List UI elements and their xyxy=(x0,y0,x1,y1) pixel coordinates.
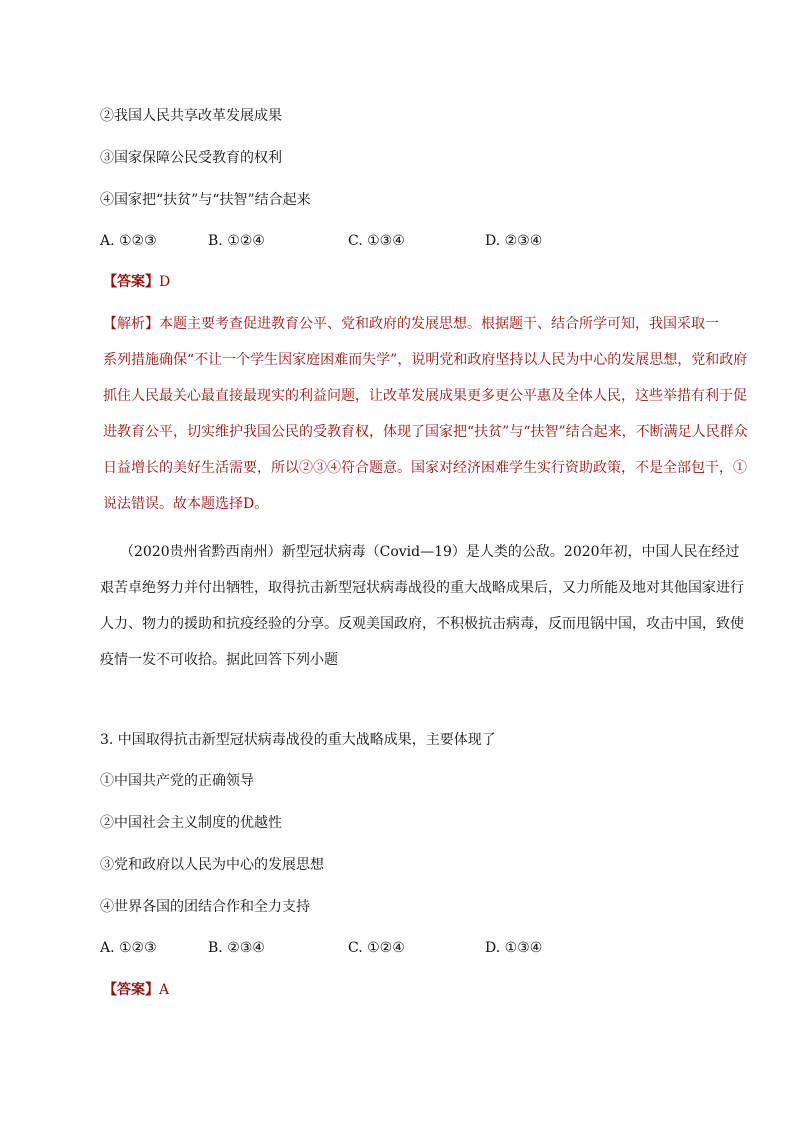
q2-analysis-row: 【解析】本题主要考查促进教育公平、党和政府的发展思想。根据题干、结合所学可知，我国采取一 xyxy=(103,316,719,332)
q3-option-b: B. ②③④ xyxy=(208,940,265,956)
q3-answer-label: 【答案】 xyxy=(103,982,159,998)
q2-item-2: ②我国人民共享改革发展成果 xyxy=(100,108,282,124)
q2-analysis-row: 系列措施确保“不让一个学生因家庭困难而失学”，说明党和政府坚持以人民为中心的发展思想，党和政府 xyxy=(103,352,748,368)
question-stem xyxy=(100,534,744,678)
q2-item-3: ③国家保障公民受教育的权利 xyxy=(100,150,282,166)
q2-answer-label: 【答案】 xyxy=(103,274,159,290)
q3-item-1: ①中国共产党的正确领导 xyxy=(100,773,254,789)
q3-item-2: ②中国社会主义制度的优越性 xyxy=(100,815,282,831)
q2-analysis-row: 日益增长的美好生活需要，所以②③④符合题意。国家对经济困难学生实行资助政策，不是全部包干，① xyxy=(103,460,747,476)
q2-answer-value: D xyxy=(159,274,171,290)
q2-option-d: D. ②③④ xyxy=(485,233,543,249)
q3-option-a: A. ①②③ xyxy=(100,940,157,956)
q3-item-3: ③党和政府以人民为中心的发展思想 xyxy=(100,857,324,873)
q2-analysis-row: 说法错误。故本题选择D。 xyxy=(103,496,269,512)
q3-question: 3. 中国取得抗击新型冠状病毒战役的重大战略成果，主要体现了 xyxy=(100,732,496,748)
q2-analysis xyxy=(103,306,748,522)
stem-row: （2020贵州省黔西南州）新型冠状病毒（Covid—19）是人类的公敌。2020年初，中国人民在经过 xyxy=(120,544,740,560)
q3-option-c: C. ①②④ xyxy=(348,940,405,956)
q3-answer-value: A xyxy=(159,982,170,998)
q3-answer xyxy=(103,980,169,1000)
q2-analysis-row: 进教育公平，切实维护我国公民的受教育权，体现了国家把“扶贫”与“扶智”结合起来，不断满足人民群众 xyxy=(103,424,748,440)
q2-answer xyxy=(103,272,170,292)
stem-row: 人力、物力的援助和抗疫经验的分享。反观美国政府，不积极抗击病毒，反而甩锅中国，攻击中国，致使 xyxy=(100,616,744,632)
stem-row: 艰苦卓绝努力并付出牺牲，取得抗击新型冠状病毒战役的重大战略成果后，又力所能及地对其他国家进行 xyxy=(100,580,744,596)
q2-option-c: C. ①③④ xyxy=(348,233,405,249)
q3-item-4: ④世界各国的团结合作和全力支持 xyxy=(100,899,310,915)
stem-row: 疫情一发不可收拾。据此回答下列小题 xyxy=(100,652,338,668)
q3-option-d: D. ①③④ xyxy=(485,940,543,956)
q2-item-4: ④国家把“扶贫”与“扶智”结合起来 xyxy=(100,192,311,208)
q2-analysis-row: 抓住人民最关心最直接最现实的利益问题，让改革发展成果更多更公平惠及全体人民，这些举措有利于促 xyxy=(103,388,747,404)
q2-option-a: A. ①②③ xyxy=(100,233,157,249)
q2-option-b: B. ①②④ xyxy=(208,233,265,249)
